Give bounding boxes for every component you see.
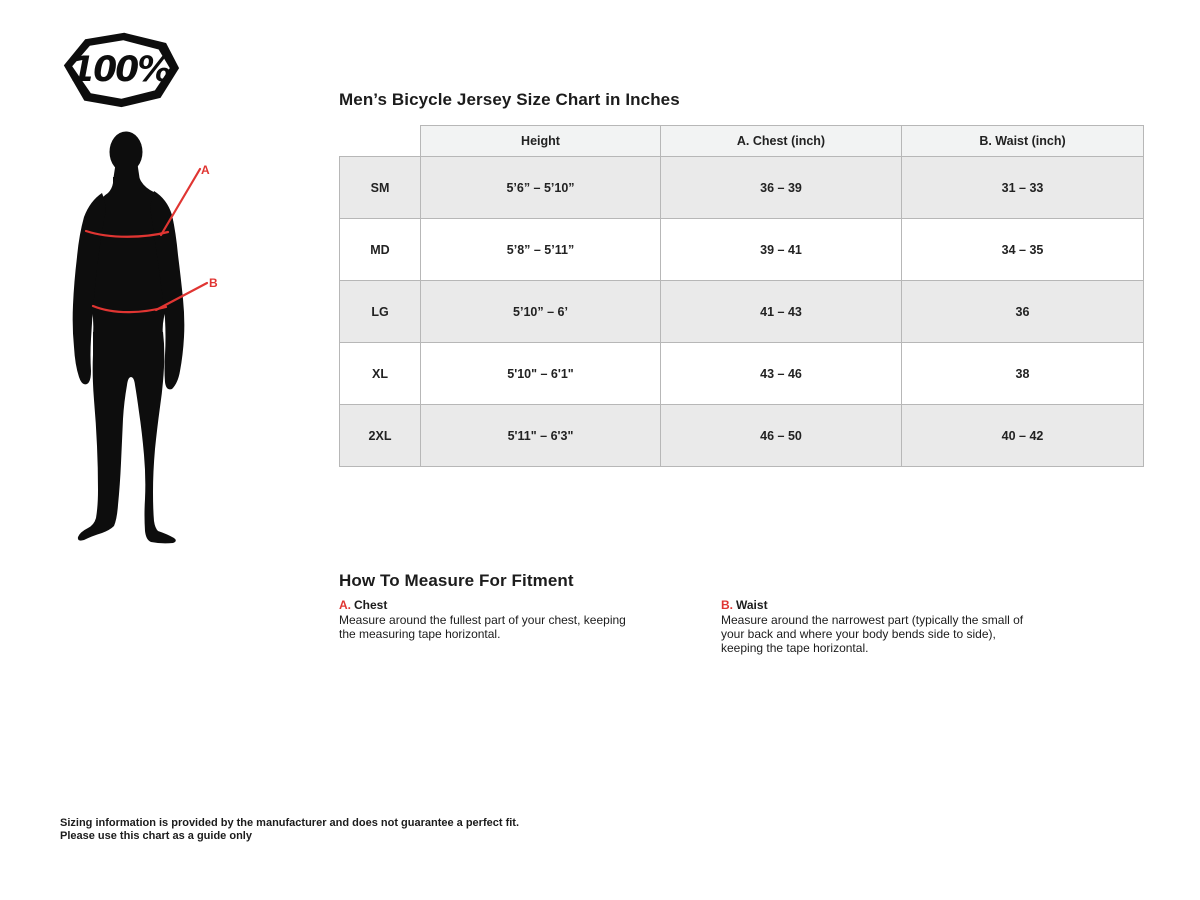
size-label: LG xyxy=(340,281,421,343)
measure-section-waist xyxy=(721,598,1027,655)
size-table-header-row xyxy=(340,126,1144,157)
waist-value: 34 – 35 xyxy=(902,219,1144,281)
chest-value: 39 – 41 xyxy=(661,219,902,281)
waist-value: 36 xyxy=(902,281,1144,343)
disclaimer-line-2: Please use this chart as a guide only xyxy=(60,829,252,842)
height-value: 5’10” – 6’ xyxy=(421,281,661,343)
sizing-disclaimer xyxy=(60,817,519,842)
male-silhouette-icon xyxy=(60,126,230,550)
chest-leader-line xyxy=(161,169,200,235)
table-row-lg xyxy=(340,281,1144,343)
table-row-2xl xyxy=(340,405,1144,467)
height-value: 5’8” – 5’11” xyxy=(421,219,661,281)
size-label: XL xyxy=(340,343,421,405)
chest-value: 36 – 39 xyxy=(661,157,902,219)
column-header-waist: B. Waist (inch) xyxy=(902,126,1144,157)
howto-heading: How To Measure For Fitment xyxy=(339,571,574,590)
measure-waist-text: Measure around the narrowest part (typically the small of your back and where your body bends side to side), keeping the tape horizontal. xyxy=(721,613,1024,655)
logo-100-percent-icon xyxy=(58,30,184,109)
column-header-height: Height xyxy=(421,126,661,157)
measure-chest-name: Chest xyxy=(354,598,388,612)
measure-chest-key: A. xyxy=(339,598,351,612)
size-label: SM xyxy=(340,157,421,219)
size-label: 2XL xyxy=(340,405,421,467)
size-label: MD xyxy=(340,219,421,281)
table-row-xl xyxy=(340,343,1144,405)
waist-value: 38 xyxy=(902,343,1144,405)
disclaimer-line-1: Sizing information is provided by the manufacturer and does not guarantee a perfect fit. xyxy=(60,817,520,829)
body-measurement-figure xyxy=(60,126,230,550)
page-title: Men’s Bicycle Jersey Size Chart in Inches xyxy=(339,90,680,109)
measure-chest-text: Measure around the fullest part of your chest, keeping the measuring tape horizontal. xyxy=(339,613,626,641)
height-value: 5'10" – 6'1" xyxy=(421,343,661,405)
height-value: 5'11" – 6'3" xyxy=(421,405,661,467)
label-b: B xyxy=(209,276,218,290)
column-header-chest: A. Chest (inch) xyxy=(661,126,902,157)
label-a: A xyxy=(201,163,210,177)
height-value: 5’6” – 5’10” xyxy=(421,157,661,219)
chest-value: 46 – 50 xyxy=(661,405,902,467)
measure-waist-name: Waist xyxy=(736,598,768,612)
table-row-sm xyxy=(340,157,1144,219)
chest-value: 41 – 43 xyxy=(661,281,902,343)
measure-waist-title xyxy=(721,598,1027,612)
table-row-md xyxy=(340,219,1144,281)
waist-value: 40 – 42 xyxy=(902,405,1144,467)
waist-value: 31 – 33 xyxy=(902,157,1144,219)
size-table xyxy=(339,125,1144,467)
measure-waist-key: B. xyxy=(721,598,733,612)
logo-text: 100% xyxy=(71,50,170,91)
measure-chest-title xyxy=(339,598,641,612)
measure-section-chest xyxy=(339,598,641,641)
table-corner-cell xyxy=(340,126,421,157)
chest-value: 43 – 46 xyxy=(661,343,902,405)
brand-logo xyxy=(58,30,184,109)
